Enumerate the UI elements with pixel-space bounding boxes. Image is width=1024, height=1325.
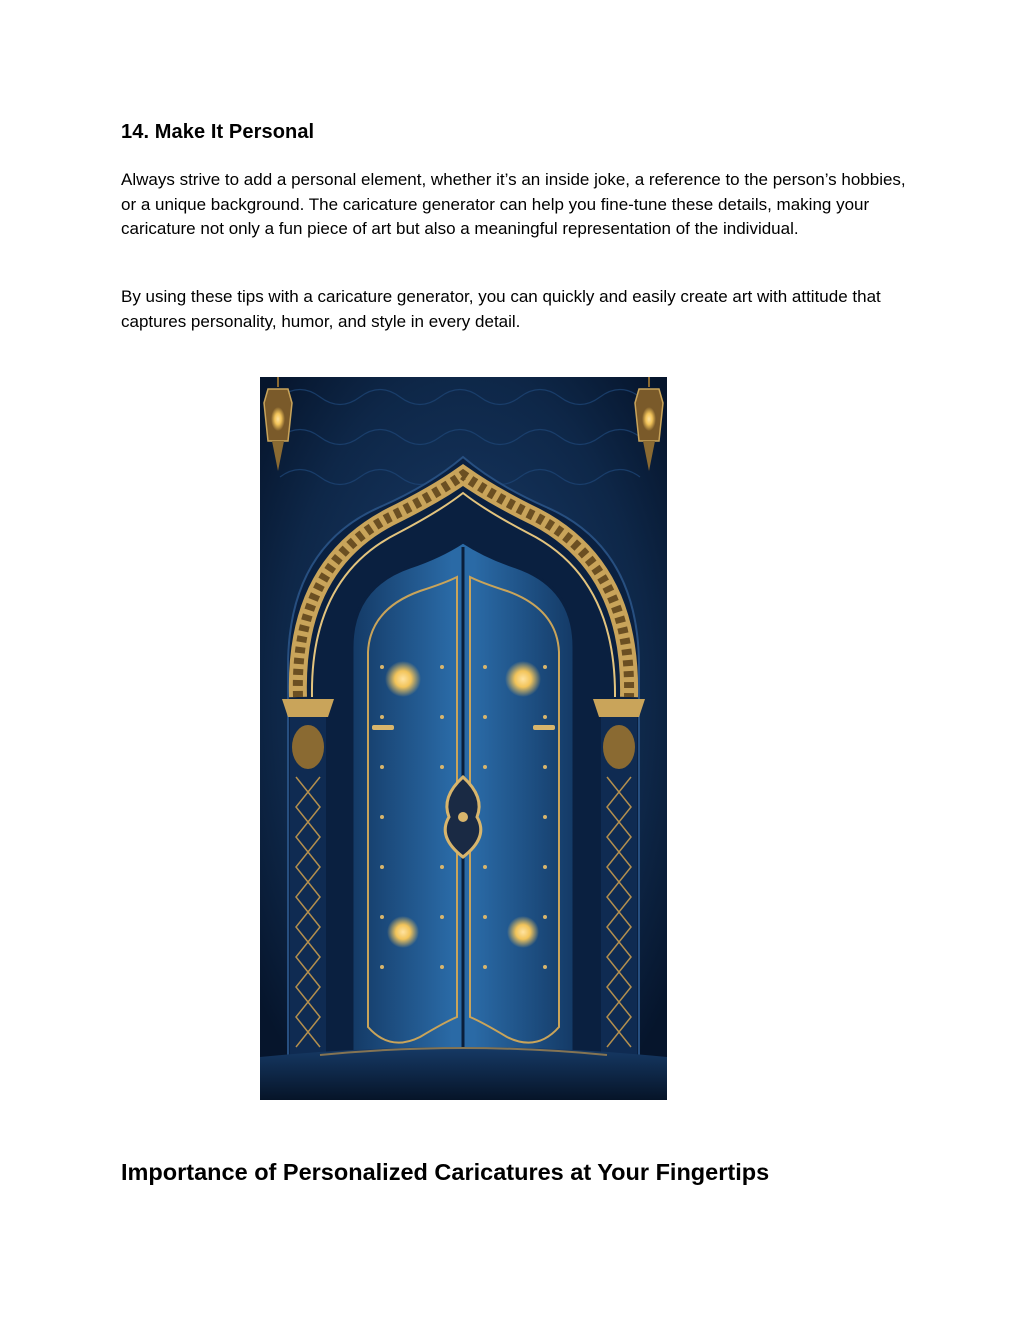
- next-section-heading: Importance of Personalized Caricatures at Your Fingertips: [121, 1159, 770, 1185]
- section-heading: 14. Make It Personal: [121, 121, 315, 143]
- paragraph-personal-element: Always strive to add a personal element, whether it’s an inside joke, a reference to the person’s hobbies, or a unique background. The caricature generator can help you fine-tune these details, making your caricature not only a fun piece of art but also a meaningful representation of the individual.: [121, 170, 906, 238]
- ornate-door-image: [260, 377, 667, 1100]
- paragraph-tips-summary: By using these tips with a caricature generator, you can quickly and easily create art with attitude that captures personality, humor, and style in every detail.: [121, 287, 881, 331]
